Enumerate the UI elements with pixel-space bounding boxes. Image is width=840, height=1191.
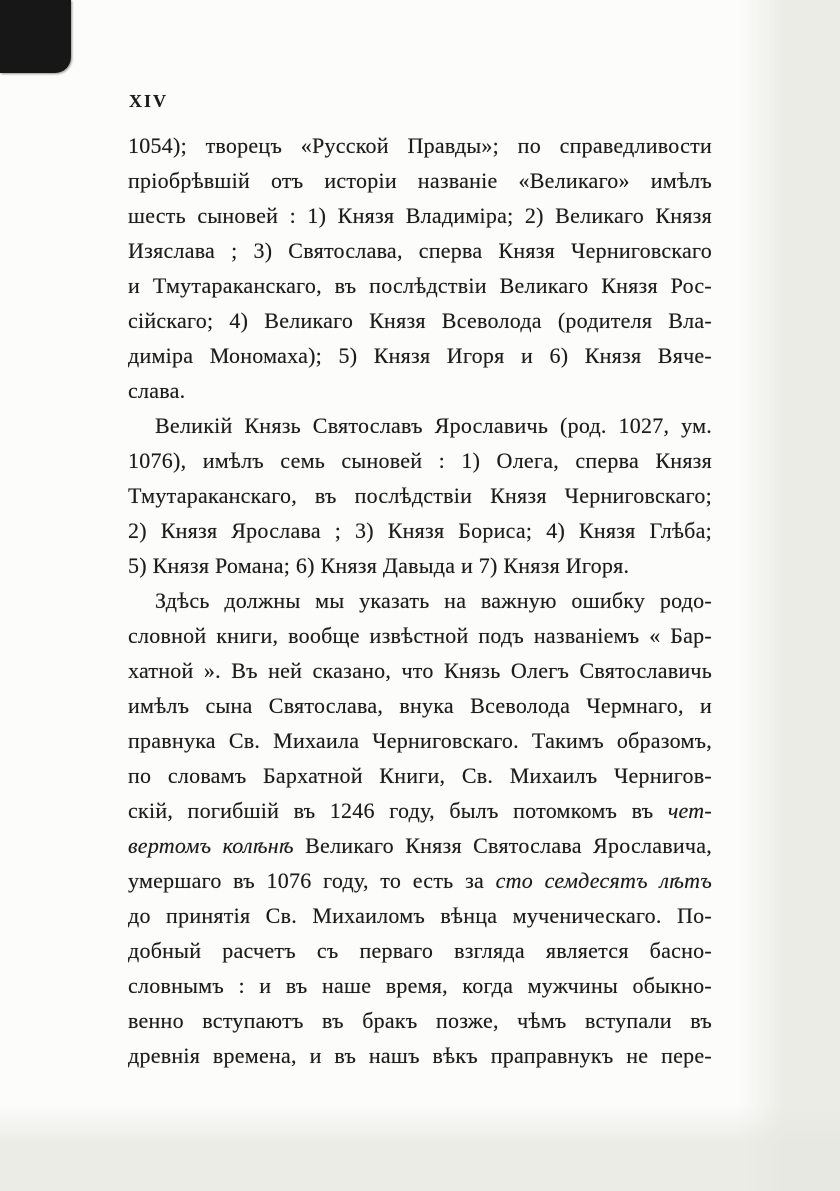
italic-text-segment: чет- — [667, 798, 712, 823]
text-segment: добный расчетъ съ перваго взгляда является басно- — [128, 938, 712, 963]
text-line — [128, 198, 712, 233]
text-line — [128, 618, 712, 653]
text-segment: по словамъ Бархатной Книги, Св. Михаилъ Чернигов- — [128, 763, 712, 788]
text-line — [128, 303, 712, 338]
text-segment: имѣлъ сына Святослава, внука Всеволода Чермнаго, и — [128, 693, 712, 718]
italic-text-segment: сто семдесятъ лѣтъ — [495, 868, 712, 893]
text-segment: Изяслава ; 3) Святослава, сперва Князя Черниговскаго — [128, 238, 712, 263]
text-line — [128, 408, 712, 443]
text-line — [128, 723, 712, 758]
italic-text-segment: вертомъ колѣнѣ — [128, 833, 294, 858]
text-line — [128, 688, 712, 723]
text-line — [128, 793, 712, 828]
text-segment: 2) Князя Ярослава ; 3) Князя Бориса; 4) Князя Глѣба; — [128, 518, 712, 543]
text-segment: 5) Князя Романа; 6) Князя Давыда и 7) Князя Игоря. — [128, 553, 630, 578]
text-segment: пріобрѣвшій отъ исторіи названіе «Великаго» имѣлъ — [128, 168, 712, 193]
text-segment: древнія времена, и въ нашъ вѣкъ праправнукъ не пере- — [128, 1043, 712, 1068]
text-segment: шесть сыновей : 1) Князя Владиміра; 2) Великаго Князя — [128, 203, 712, 228]
text-line — [128, 478, 712, 513]
text-line — [128, 373, 712, 408]
text-segment: Тмутараканскаго, въ послѣдствіи Князя Черниговскаго; — [128, 483, 712, 508]
text-segment: сійскаго; 4) Великаго Князя Всеволода (родителя Вла- — [128, 308, 712, 333]
text-line — [128, 128, 712, 163]
text-line — [128, 583, 712, 618]
text-line — [128, 548, 712, 583]
page-number-roman: XIV — [129, 91, 169, 111]
text-segment: словнымъ : и въ наше время, когда мужчины обыкно- — [128, 973, 712, 998]
text-line — [128, 163, 712, 198]
text-line — [128, 233, 712, 268]
text-segment: венно вступаютъ въ бракъ позже, чѣмъ вступали въ — [128, 1008, 712, 1033]
text-segment: 1076), имѣлъ семь сыновей : 1) Олега, сперва Князя — [128, 448, 712, 473]
scan-edge-shading-right — [737, 0, 840, 1191]
text-segment: Здѣсь должны мы указать на важную ошибку родо- — [155, 588, 712, 613]
text-segment: Великаго Князя Святослава Ярославича, — [293, 833, 712, 858]
text-segment: диміра Мономаха); 5) Князя Игоря и 6) Князя Вяче- — [128, 343, 712, 368]
text-line — [128, 1038, 712, 1073]
text-line — [128, 968, 712, 1003]
text-line — [128, 268, 712, 303]
text-segment: до принятія Св. Михаиломъ вѣнца мученическаго. По- — [128, 903, 712, 928]
text-line — [128, 828, 712, 863]
scan-edge-shading-bottom — [0, 1104, 840, 1191]
text-line — [128, 758, 712, 793]
text-segment: и Тмутараканскаго, въ послѣдствіи Великаго Князя Рос- — [128, 273, 712, 298]
body-text — [128, 128, 712, 1073]
text-segment: слава. — [128, 378, 186, 403]
text-line — [128, 338, 712, 373]
scan-corner-artifact — [0, 0, 71, 73]
text-line — [128, 898, 712, 933]
text-line — [128, 443, 712, 478]
text-segment: правнука Св. Михаила Черниговскаго. Такимъ образомъ, — [128, 728, 712, 753]
text-segment: словной книги, вообще извѣстной подъ названіемъ « Бар- — [128, 623, 712, 648]
text-line — [128, 863, 712, 898]
text-line — [128, 653, 712, 688]
text-segment: Великій Князь Святославъ Ярославичь (род. 1027, ум. — [155, 413, 712, 438]
text-line — [128, 1003, 712, 1038]
text-segment: 1054); творецъ «Русской Правды»; по справедливости — [128, 133, 712, 158]
text-line — [128, 933, 712, 968]
text-segment: скій, погибшій въ 1246 году, былъ потомкомъ въ — [128, 798, 668, 823]
text-segment: умершаго въ 1076 году, то есть за — [128, 868, 496, 893]
text-line — [128, 513, 712, 548]
text-segment: хатной ». Въ ней сказано, что Князь Олегъ Святославичь — [128, 658, 712, 683]
